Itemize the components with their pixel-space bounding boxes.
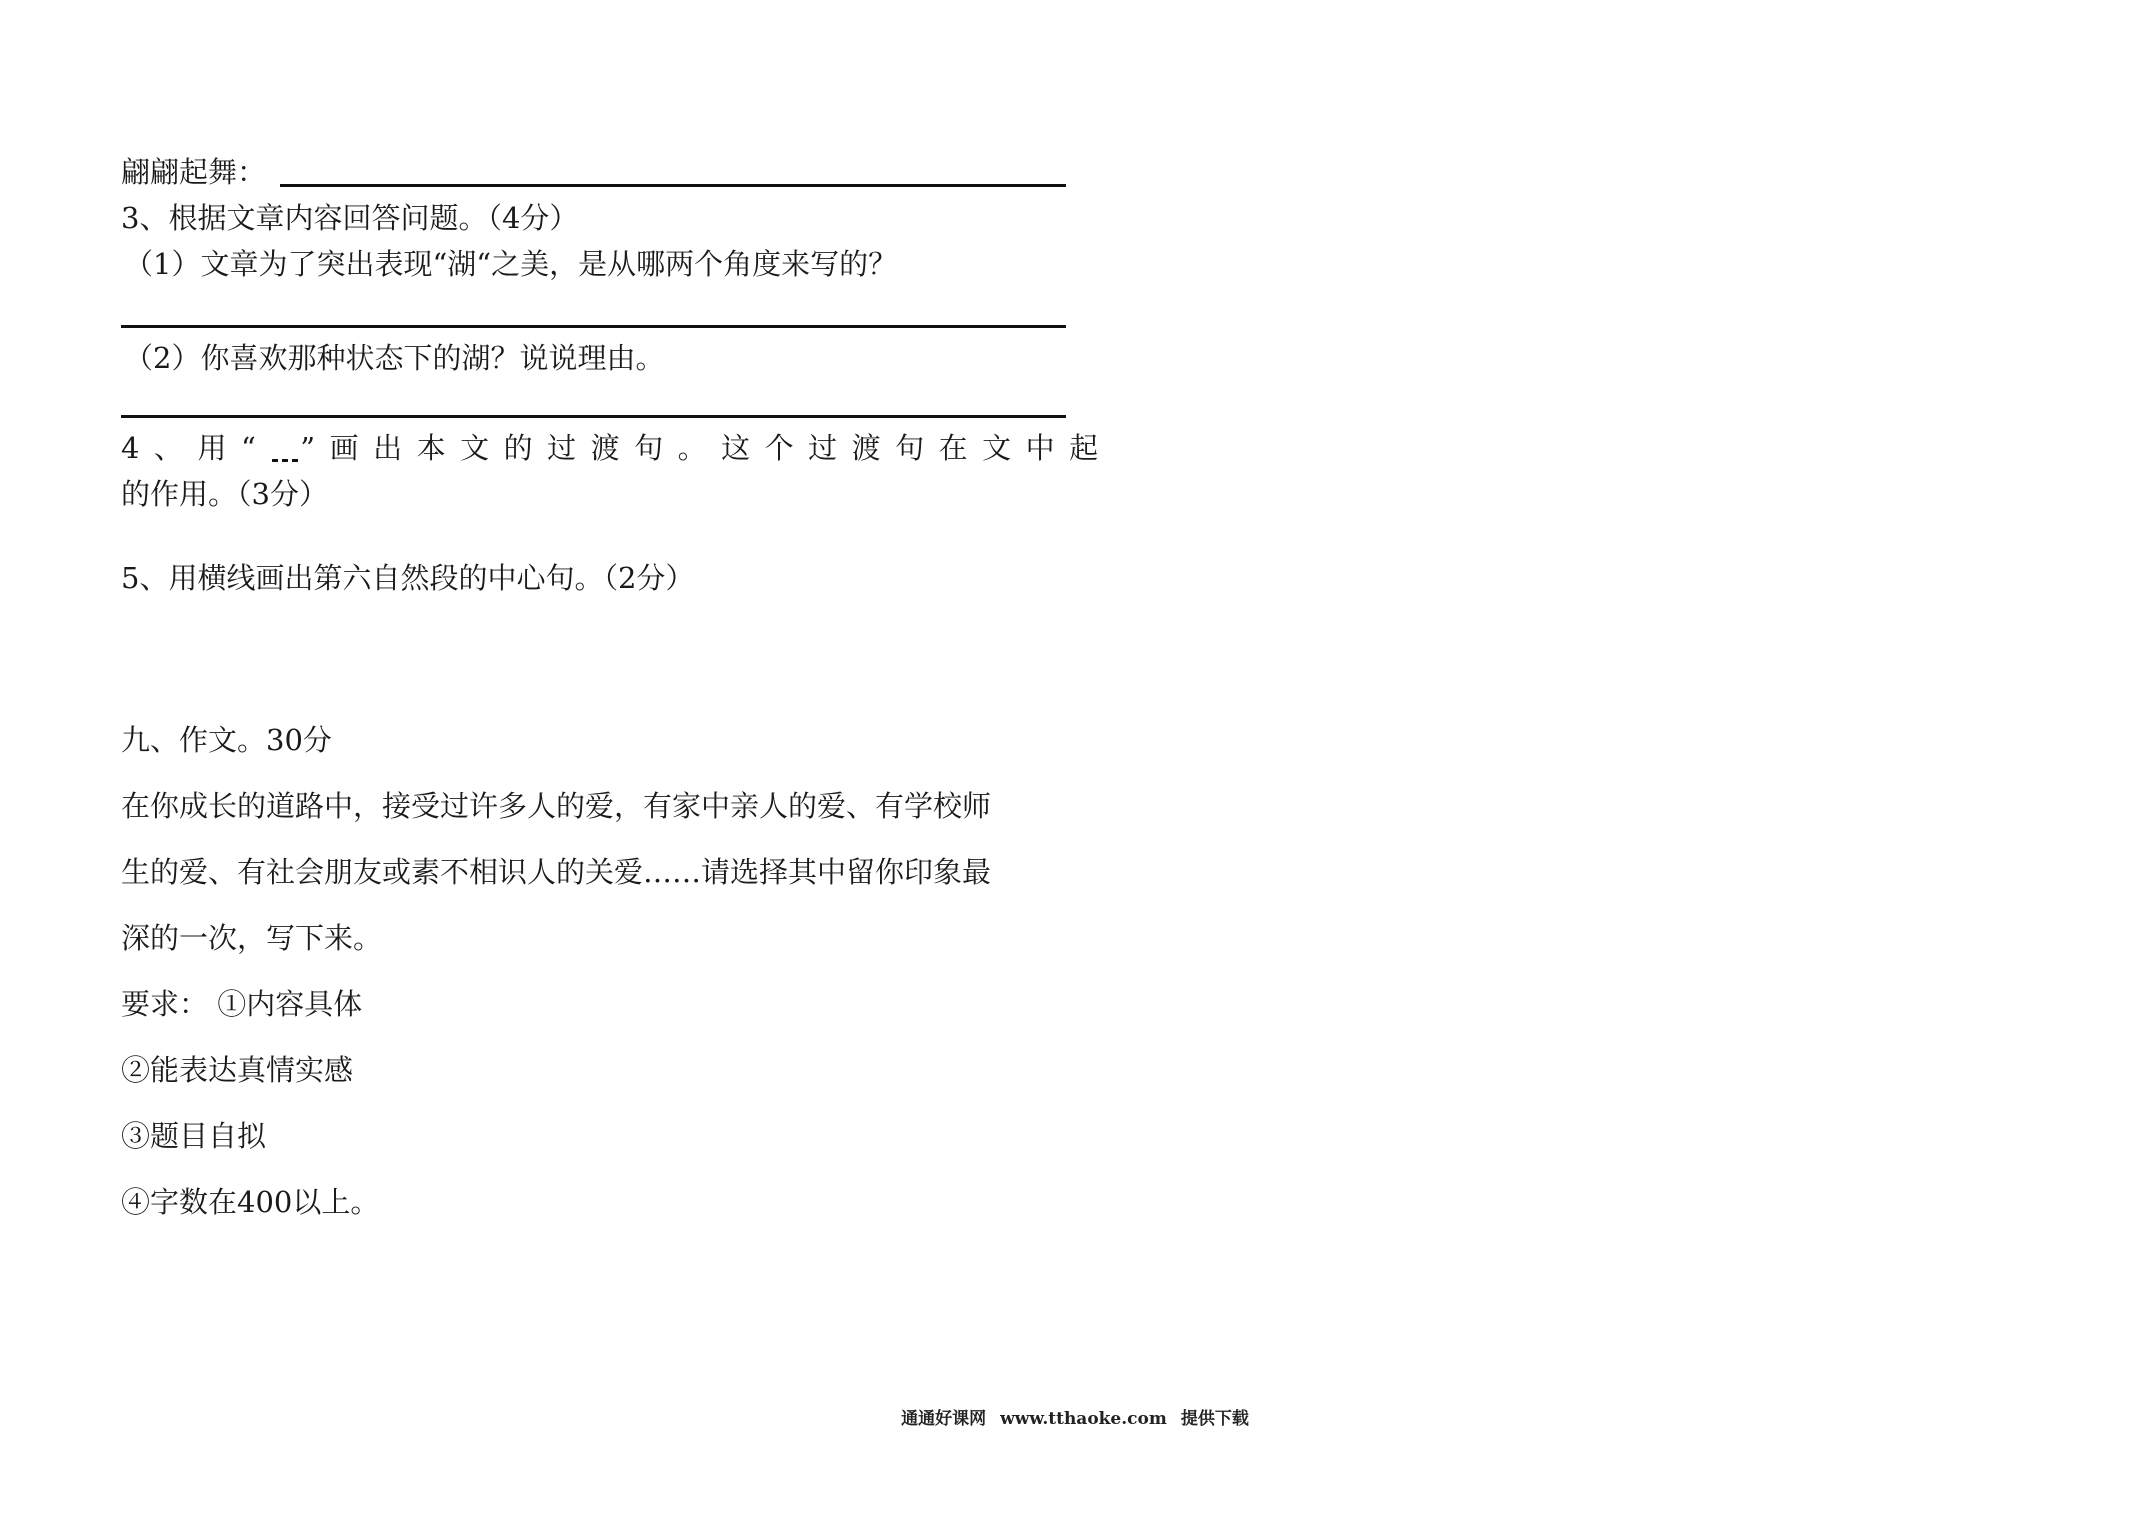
requirement-3: ③题目自拟 <box>121 1119 267 1153</box>
question-4-suffix: ”画出本文的过渡句。这个过渡句在文中起 <box>300 431 1113 465</box>
dashed-underline-mark <box>270 428 300 468</box>
question-3-sub-2: （2）你喜欢那种状态下的湖？说说理由。 <box>124 341 665 375</box>
section-9-title: 九、作文。30分 <box>121 723 332 757</box>
fill-in-label: 翩翩起舞： <box>121 155 267 189</box>
footer-suffix: 提供下载 <box>1180 1409 1249 1429</box>
question-3-sub-1: （1）文章为了突出表现“湖“之美，是从哪两个角度来写的？ <box>124 247 898 281</box>
page-footer <box>0 1404 2150 1429</box>
answer-line-3-2 <box>121 415 1066 418</box>
requirement-4: ④字数在400以上。 <box>121 1185 380 1219</box>
answer-line-fill-in <box>280 184 1066 187</box>
prompt-line-3: 深的一次，写下来。 <box>121 921 383 955</box>
question-4-line-1 <box>121 428 1113 468</box>
footer-site-url[interactable]: www.tthaoke.com <box>1000 1409 1167 1429</box>
requirement-1: 要求： ①内容具体 <box>121 987 363 1021</box>
question-4-line-2: 的作用。（3分） <box>121 477 328 511</box>
footer-site-name: 通通好课网 <box>901 1409 987 1429</box>
question-3-title: 3、根据文章内容回答问题。（4分） <box>121 201 579 235</box>
question-4-prefix: 4、用“ <box>121 431 271 465</box>
requirement-2: ②能表达真情实感 <box>121 1053 354 1087</box>
answer-line-3-1 <box>121 325 1066 328</box>
question-5: 5、用横线画出第六自然段的中心句。（2分） <box>121 561 695 595</box>
prompt-line-2: 生的爱、有社会朋友或素不相识人的关爱……请选择其中留你印象最 <box>121 855 992 889</box>
prompt-line-1: 在你成长的道路中，接受过许多人的爱，有家中亲人的爱、有学校师 <box>121 789 992 823</box>
